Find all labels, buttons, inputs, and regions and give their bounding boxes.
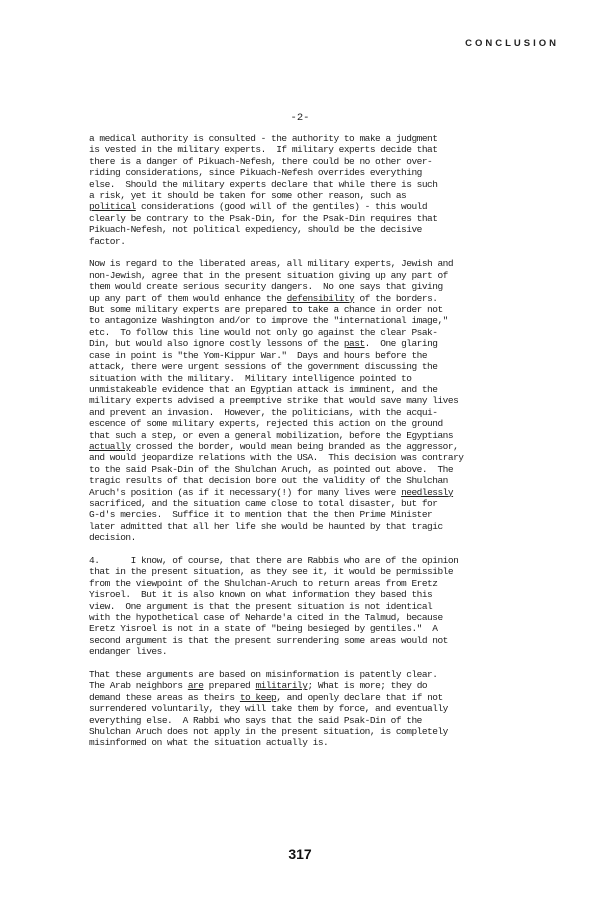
text-line	[89, 464, 519, 475]
text-segment: But some military experts are prepared to take a chance in order not	[89, 304, 443, 316]
text-line	[89, 566, 519, 577]
text-line	[89, 487, 519, 498]
paragraph	[89, 258, 519, 543]
text-line	[89, 441, 519, 452]
text-line	[89, 144, 519, 155]
text-segment: misinformed on what the situation actually is.	[89, 737, 329, 749]
underlined-text: are	[187, 680, 204, 692]
text-segment: Eretz Yisroel is not in a state of "being besieged by gentiles." A	[89, 623, 438, 635]
text-segment: situation with the military. Military intelligence pointed to	[89, 372, 412, 384]
text-line	[89, 395, 519, 406]
text-line	[89, 373, 519, 384]
text-segment: to antagonize Washington and/or to improve the "international image,"	[89, 315, 448, 327]
page-marker: -2-	[290, 112, 310, 124]
text-segment: them would create serious security dangers. No one says that giving	[89, 281, 443, 293]
text-segment: crossed the border, would mean being branded as the aggressor,	[130, 440, 459, 452]
text-line	[89, 281, 519, 292]
text-line	[89, 715, 519, 726]
text-segment: That these arguments are based on misinformation is patently clear.	[89, 669, 438, 681]
text-segment: decision.	[89, 532, 136, 544]
text-segment: with the hypothetical case of Neharde'a cited in the Talmud, because	[89, 612, 443, 624]
underlined-text: actually	[89, 440, 131, 452]
text-line	[89, 133, 519, 144]
text-segment: view. One argument is that the present situation is not identical	[89, 600, 433, 612]
text-segment: riding considerations, since Pikuach-Nefesh overrides everything	[89, 167, 422, 179]
text-segment: from the viewpoint of the Shulchan-Aruch to return areas from Eretz	[89, 577, 438, 589]
text-line	[89, 213, 519, 224]
text-segment: case in point is "the Yom-Kippur War." Days and hours before the	[89, 349, 428, 361]
text-segment: military experts advised a preemptive strike that would save many lives	[89, 395, 459, 407]
text-line	[89, 304, 519, 315]
text-segment: of the borders.	[354, 292, 438, 304]
text-line	[89, 179, 519, 190]
paragraph	[89, 555, 519, 658]
text-line	[89, 680, 519, 691]
text-line	[89, 452, 519, 463]
text-segment: later admitted that all her life she would be haunted by that tragic	[89, 520, 443, 532]
text-segment: second argument is that the present surrendering some areas would not	[89, 634, 448, 646]
underlined-text: needlessly	[401, 486, 454, 498]
text-line	[89, 532, 519, 543]
text-line	[89, 270, 519, 281]
underlined-text: political	[89, 201, 136, 213]
underlined-text: militarily	[255, 680, 308, 692]
text-line	[89, 612, 519, 623]
text-line	[89, 521, 519, 532]
text-segment: considerations (good will of the gentiles) - this would	[135, 201, 428, 213]
text-segment: Pikuach-Nefesh, not political expediency, should be the decisive	[89, 224, 422, 236]
text-line	[89, 338, 519, 349]
body-text	[89, 133, 519, 760]
text-segment: non-Jewish, agree that in the present situation giving up any part of	[89, 269, 448, 281]
text-line	[89, 236, 519, 247]
text-segment: Yisroel. But it is also known on what information they based this	[89, 589, 433, 601]
text-segment: up any part of them would enhance the	[89, 292, 287, 304]
text-segment: Din, but would also ignore costly lessons of the	[89, 338, 344, 350]
text-line	[89, 509, 519, 520]
text-segment: attack, there were urgent sessions of the government discussing the	[89, 361, 438, 373]
text-segment: to the said Psak-Din of the Shulchan Aruch, as pointed out above. The	[89, 463, 454, 475]
text-segment: unmistakeable evidence that an Egyptian attack is imminent, and the	[89, 383, 438, 395]
text-line	[89, 407, 519, 418]
text-segment: ; What is more; they do	[307, 680, 428, 692]
text-segment: 4. I know, of course, that there are Rabbis who are of the opinion	[89, 555, 459, 566]
text-segment: is vested in the military experts. If military experts decide that	[89, 144, 438, 156]
underlined-text: to keep	[239, 691, 277, 703]
text-line	[89, 361, 519, 372]
text-segment: endanger lives.	[89, 646, 168, 658]
text-segment: that in the present situation, as they see it, it would be permissible	[89, 566, 454, 578]
text-line	[89, 601, 519, 612]
text-segment: demand these areas as theirs	[89, 691, 240, 703]
text-line	[89, 315, 519, 326]
text-segment: and prevent an invasion. However, the politicians, with the acqui-	[89, 406, 438, 418]
text-segment: else. Should the military experts declare that while there is such	[89, 178, 438, 190]
text-line	[89, 293, 519, 304]
text-segment: Now is regard to the liberated areas, all military experts, Jewish and	[89, 258, 454, 270]
text-line	[89, 703, 519, 714]
text-line	[89, 350, 519, 361]
text-line	[89, 201, 519, 212]
text-segment: everything else. A Rabbi who says that the said Psak-Din of the	[89, 714, 422, 726]
text-segment: The Arab neighbors	[89, 680, 188, 692]
text-line	[89, 167, 519, 178]
underlined-text: defensibility	[286, 292, 355, 304]
text-segment: factor.	[89, 235, 126, 247]
text-line	[89, 555, 519, 566]
text-segment: . One glaring	[364, 338, 438, 350]
text-segment: a medical authority is consulted - the authority to make a judgment	[89, 133, 438, 144]
text-line	[89, 737, 519, 748]
text-line	[89, 224, 519, 235]
paragraph	[89, 133, 519, 247]
text-segment: , and openly declare that if not	[276, 691, 443, 703]
text-segment: and would jeopardize relations with the USA. This decision was contrary	[89, 452, 464, 464]
text-line	[89, 475, 519, 486]
text-line	[89, 418, 519, 429]
text-segment: escence of some military experts, rejected this action on the ground	[89, 418, 443, 430]
text-segment: there is a danger of Pikuach-Nefesh, there could be no other over-	[89, 155, 433, 167]
text-segment: etc. To follow this line would not only go against the clear Psak-	[89, 326, 438, 338]
text-line	[89, 258, 519, 269]
text-line	[89, 646, 519, 657]
text-line	[89, 589, 519, 600]
paragraph	[89, 669, 519, 749]
text-segment: a risk, yet it should be taken for some other reason, such as	[89, 190, 407, 202]
page-number: 317	[288, 846, 312, 862]
text-line	[89, 635, 519, 646]
text-line	[89, 190, 519, 201]
section-title: CONCLUSION	[465, 38, 559, 49]
text-segment: that such a step, or even a general mobilization, before the Egyptians	[89, 429, 454, 441]
text-segment: prepared	[203, 680, 256, 692]
text-segment: tragic results of that decision bore out the validity of the Shulchan	[89, 475, 448, 487]
text-line	[89, 692, 519, 703]
text-segment: Shulchan Aruch does not apply in the present situation, is completely	[89, 726, 448, 738]
text-line	[89, 430, 519, 441]
text-line	[89, 623, 519, 634]
text-line	[89, 327, 519, 338]
text-line	[89, 156, 519, 167]
text-segment: Aruch's position (as if it necessary(!) for many lives were	[89, 486, 402, 498]
text-segment: sacrificed, and the situation came close to total disaster, but for	[89, 497, 438, 509]
text-segment: surrendered voluntarily, they will take them by force, and eventually	[89, 703, 448, 715]
text-line	[89, 384, 519, 395]
text-line	[89, 726, 519, 737]
text-line	[89, 669, 519, 680]
text-line	[89, 498, 519, 509]
text-segment: clearly be contrary to the Psak-Din, for the Psak-Din requires that	[89, 212, 438, 224]
underlined-text: past	[343, 338, 365, 350]
text-segment: G-d's mercies. Suffice it to mention that the then Prime Minister	[89, 509, 433, 521]
text-line	[89, 578, 519, 589]
